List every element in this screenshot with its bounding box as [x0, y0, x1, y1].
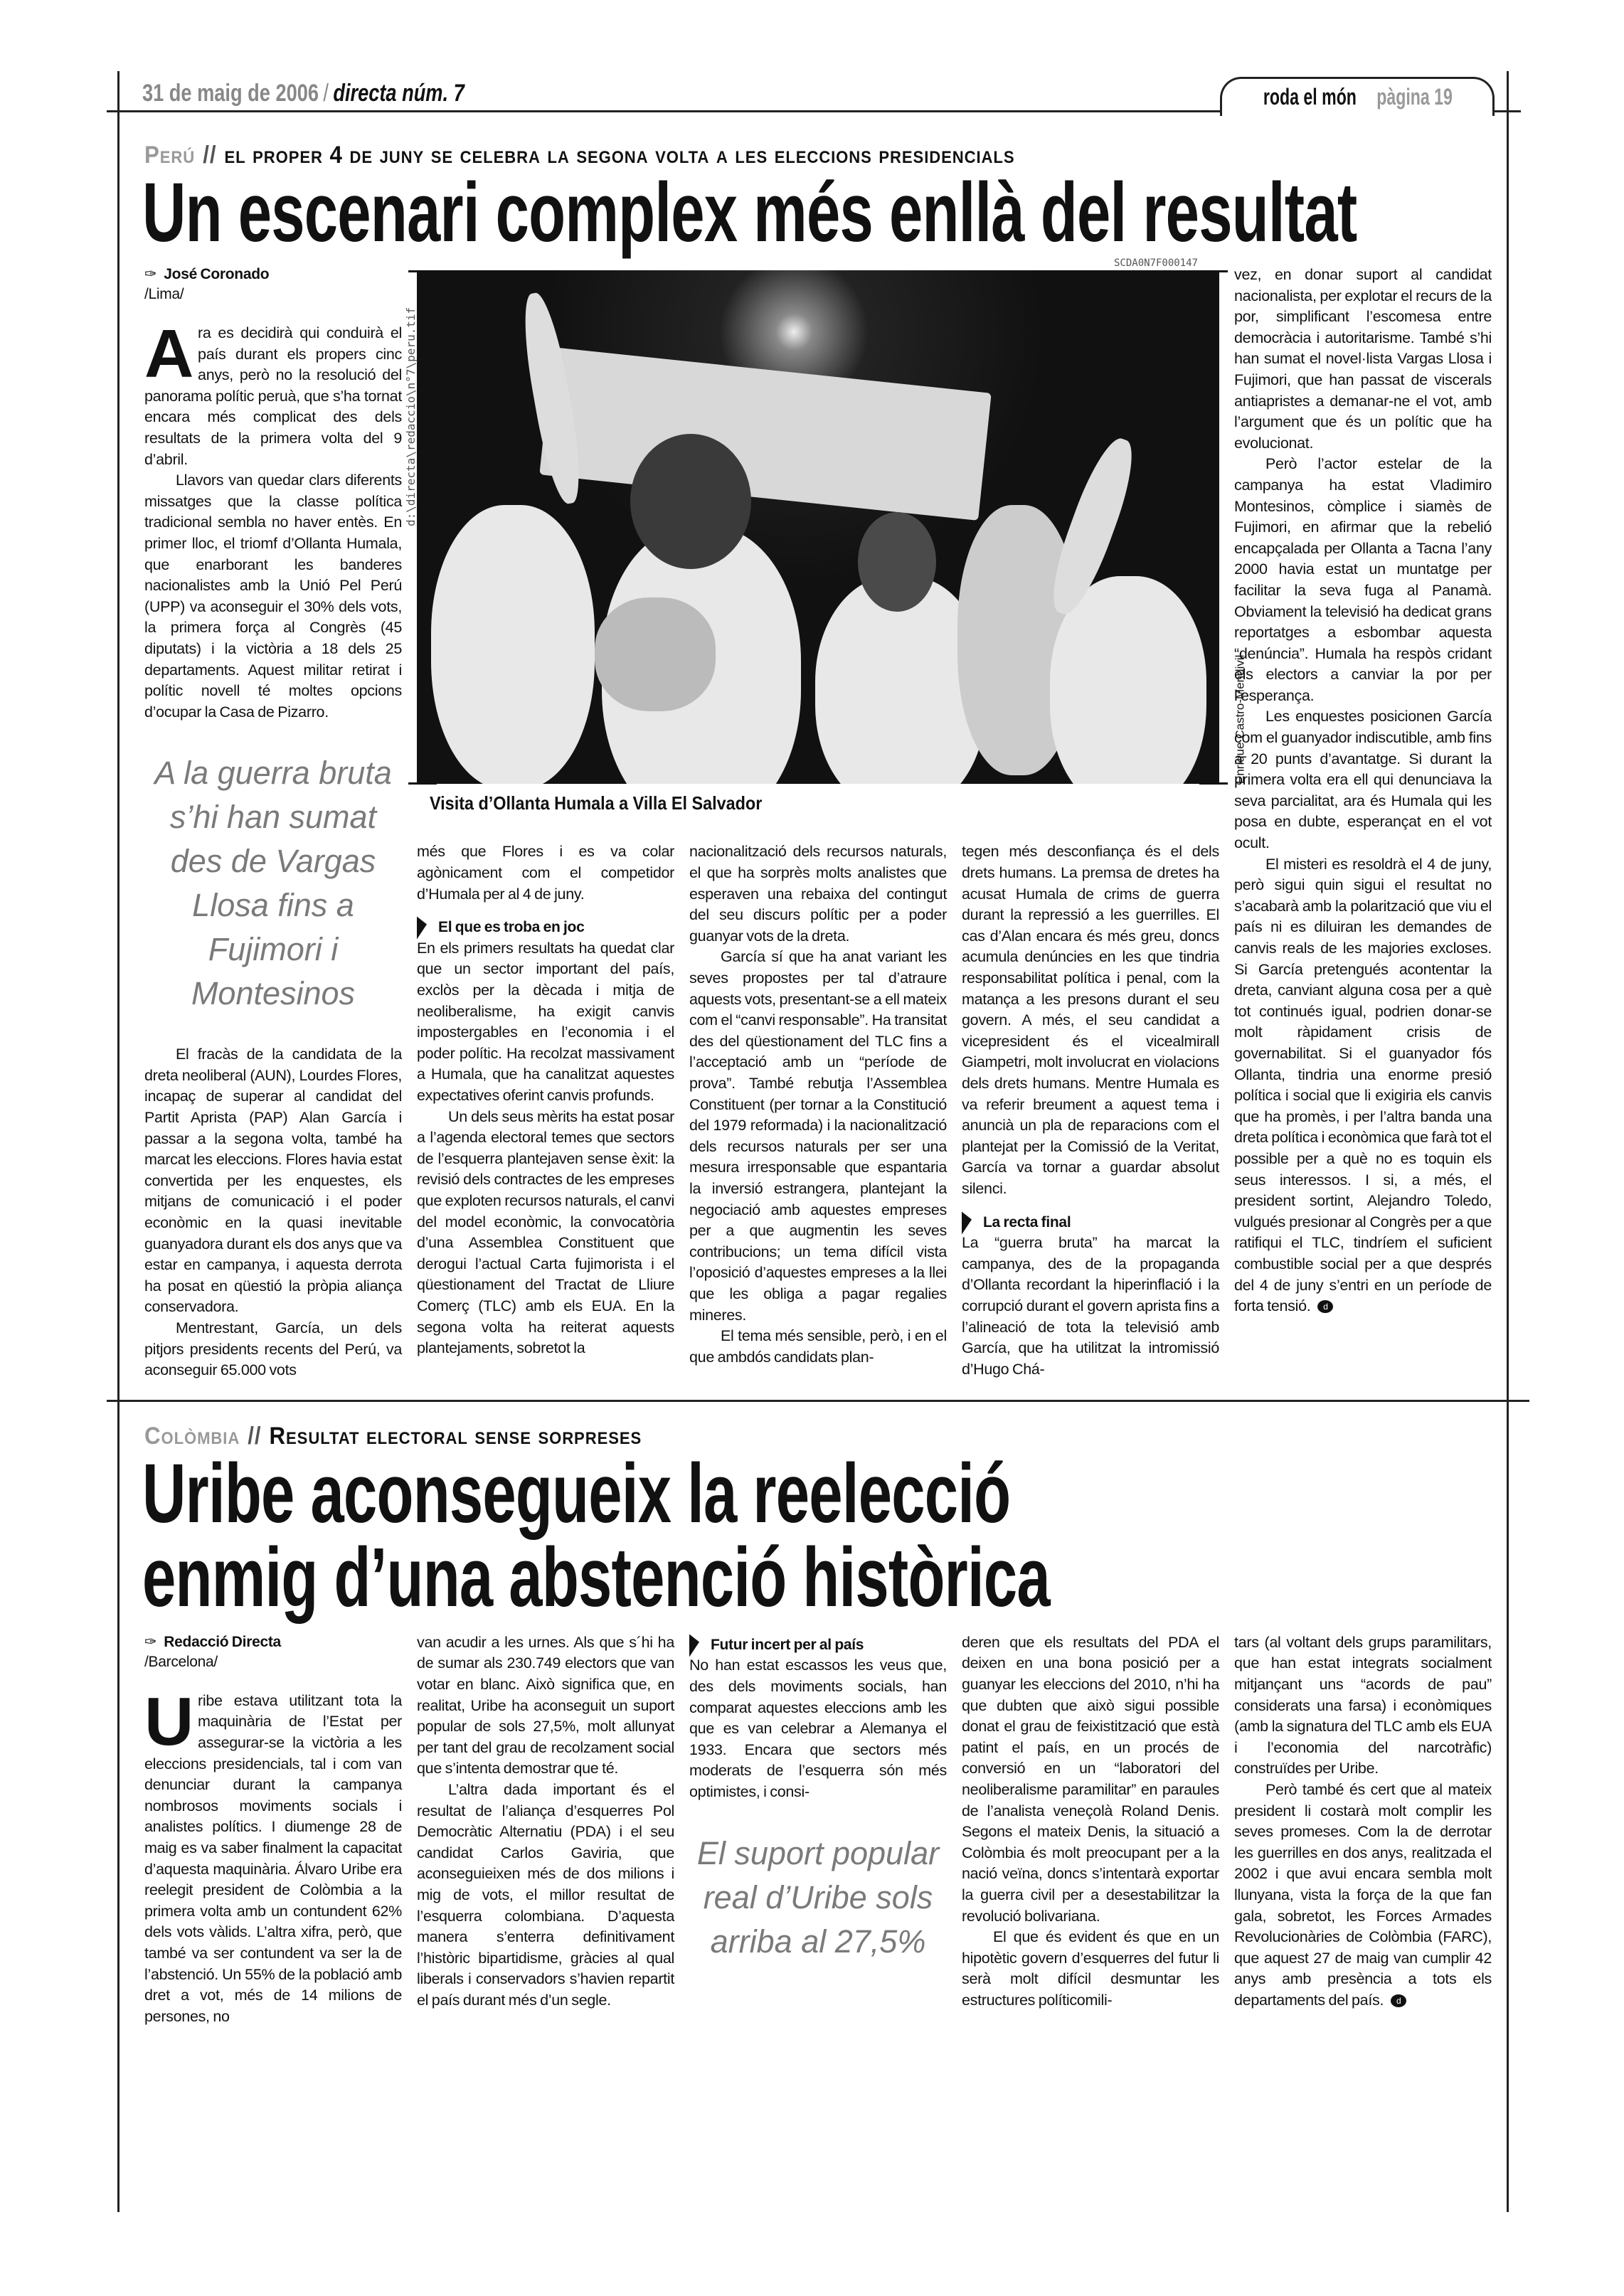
kicker-separator: //	[248, 1422, 262, 1450]
header-rule-right	[1492, 110, 1521, 112]
header-date: 31 de maig de 2006	[142, 80, 319, 107]
peru-column-5	[1234, 265, 1492, 1317]
photo-figure	[431, 505, 595, 784]
colombia-column-2	[417, 1632, 674, 2011]
subheading: Futur incert per al país	[689, 1632, 947, 1656]
pen-icon: ✑	[144, 266, 157, 282]
megaphone	[595, 597, 716, 711]
byline	[144, 1632, 402, 1652]
article-paragraph: vez, en donar suport al candidat nacionalista, per explotar el recurs de la por, simplificant l’escomesa entre democràcia i autoritarisme. També s’hi han sumat el novel·lista Vargas Llosa i Fujimori, que han passat de viscerals antiapristes a demanar-ne el vot, amb l’argument que és un polític que ha evolucionat.	[1234, 266, 1492, 452]
peru-headline: Un escenari complex més enllà del resultat	[142, 166, 1357, 260]
colombia-columns	[144, 1632, 1492, 2028]
end-mark-icon: d	[1391, 1994, 1406, 2007]
colombia-column-5	[1234, 1632, 1492, 2011]
triangle-bullet-icon	[962, 1208, 972, 1234]
article-paragraph: Uribe estava utilitzant tota la maquinària de l’Estat per assegurar-se la victòria a les eleccions presidencials, tal i com van denunciar durant la campanya nombrosos moviments socials i analistes polítics. I diumenge 28 de maig es va saber finalment la capacitat d’aquesta maquinària. Álvaro Uribe era reelegit president de Colòmbia a la primera volta amb un contundent 62% dels vots vàlids. L’altra xifra, però, que també va ser contundent va ser la de l’abstenció. Un 55% de la població amb dret a vot, més de 14 milions de persones, no	[144, 1683, 402, 2025]
colombia-pull-quote: El suport popular real d’Uribe sols arriba al 27,5%	[696, 1834, 940, 1960]
photo-credit: Enrique Castro-Mendivil	[1233, 654, 1246, 784]
peru-columns	[144, 257, 1492, 1381]
article-paragraph: La “guerra bruta” ha marcat la campanya, des de la propaganda d’Ollanta recordant la hiperinflació i la corrupció durant el govern aprista fins a l’alineació de tota la televisió amb García, que ha utilitzat la intromissió d’Hugo Chá-	[962, 1234, 1219, 1378]
header-rule	[107, 110, 1220, 112]
header-date-issue	[142, 80, 465, 107]
article-paragraph: El tema més sensible, però, i en el que ambdós candidats plan-	[689, 1327, 947, 1366]
colombia-headline-line-1: Uribe aconsegueix la reelecció	[142, 1446, 1011, 1541]
article-paragraph: deren que els resultats del PDA el deixen en una bona posició per a guanyar les eleccions del 2010, n’hi ha que dubten que això sigui possible donat el grau de feixistització que està patint el país, en un procés de conversió en un “laboratori del neoliberalisme paramilitar” en paraules de l’analista veneçolà Roland Denis. Segons el mateix Denis, la situació a Colòmbia és molt preocupant per a la nació veïna, doncs s’intentarà exportar la guerra civil per a desestabilitzar la revolució bolivariana.	[962, 1633, 1219, 1925]
photo-code: SCDA0N7F000147	[1113, 257, 1198, 269]
kicker-country: Colòmbia	[144, 1422, 240, 1450]
article-paragraph: van acudir a les urnes. Als que s´hi ha de sumar als 230.749 electors que van votar en blanc. Això significa que, en realitat, Uribe ha aconseguit un suport popular de sols 27,5%, molt allunyat per tant del grau de recolzament social que s’intenta demostrar que té.	[417, 1633, 674, 1777]
peru-pull-quote: A la guerra bruta s’hi han sumat des de Vargas Llosa fins a Fujimori i Montesinos	[154, 755, 392, 1012]
photo-block	[404, 257, 1246, 815]
article-paragraph: Llavors van quedar clars diferents missatges que la classe política tradicional sembla no haver entès. En primer lloc, el triomf d’Ollanta Humala, que enarborant les banderes nacionalistes amb la Unió Pel Perú (UPP) va aconseguir el 30% dels vots, la primera força al Congrès (45 diputats) i la victòria a 18 dels 25 departaments. Aquest militar retirat i polític novell té moltes opcions d’ocupar la Casa de Pizarro.	[144, 472, 402, 721]
header-separator: /	[323, 80, 329, 107]
section-tab	[1220, 77, 1495, 116]
article-paragraph: L’altra dada important és el resultat de l’aliança d’esquerres Pol Democràtic Alternatiu (PDA) i el seu candidat Carlos Gaviria, que aconseguieixen més de dos milions i mig de vots, el millor resultat de l’esquerra colombiana. D’aquesta manera s’enterra definitivament l’històric bipartidisme, gràcies al qual liberals i conservadors s’havien repartit el país durant més d’un segle.	[417, 1780, 674, 2009]
dateline: /Lima/	[144, 286, 184, 302]
crop-mark	[408, 270, 437, 272]
article-paragraph: García sí que ha anat variant les seves propostes per tal d’atraure aquests vots, presentant-se a ell mateix com el “canvi responsable”. Ha transitat des del qüestionament del TLC fins a l’acceptació amb un “període de prova”. També rebutja l’Assemblea Constituent (per tornar a la Constitució del 1979 reformada) i la nacionalització dels recursos naturals per ser una mesura irresponsable que espantaria la inversió estrangera, plantejant la negociació amb aquestes empreses per a que augmentin les seves contribucions; un tema difícil vista l’oposició d’aquestes empreses a la llei que les obliga a pagar regalies mineres.	[689, 948, 947, 1324]
article-paragraph: Mentrestant, García, un dels pitjors presidents recents del Perú, va aconseguir 65.000 vots	[144, 1319, 402, 1379]
photo-caption: Visita d’Ollanta Humala a Villa El Salvador	[430, 792, 763, 814]
photo-banner	[539, 347, 991, 521]
article-paragraph: tegen més desconfiança és el dels drets humans. La premsa de dretes ha acusat Humala de crims de guerra durant la repressió a les guerrilles. El cas d’Alan encara és més greu, doncs acumula denúncies en les que tindria responsabilitat política i penal, com la matança a les presons durant el seu govern. A més, el seu candidat a vicepresident és el vicealmirall Giampetri, molt involucrat en violacions dels drets humans. Mentre Humala es va referir breument a aquest tema i anuncià un pla de reparacions com el plantejat per la Comissió de la Veritat, García va tornar a guardar absolut silenci.	[962, 843, 1219, 1197]
peru-column-1	[144, 265, 402, 1381]
triangle-bullet-icon	[417, 913, 427, 940]
colombia-headline-line-2: enmig d’una abstenció històrica	[142, 1530, 1050, 1625]
page-content	[144, 139, 1492, 2027]
drop-cap: A	[144, 316, 194, 392]
article-paragraph: Les enquestes posicionen García com el guanyador indiscutible, amb fins a 20 punts d’avantatge. Si durant la primera volta era ell qui denunciava la seva parcialitat, ara és Humala qui les posa en dubte, esperançat en el vot ocult.	[1234, 708, 1492, 852]
kicker-text: Resultat electoral sense sorpreses	[269, 1422, 642, 1450]
crop-mark	[408, 782, 437, 785]
header-issue: directa núm. 7	[333, 80, 465, 107]
news-photo	[417, 270, 1219, 784]
section-separator	[107, 1400, 1529, 1402]
section-name: roda el món	[1263, 84, 1357, 110]
end-mark-icon: d	[1317, 1300, 1333, 1313]
article-paragraph: Ara es decidirà qui conduirà el país durant els propers cinc anys, però no la resolució del panorama polític peruà, que s’ha tornat encara més complicat des dels resultats de la primera volta del 9 d’abril.	[144, 316, 402, 468]
author-name: Redacció Directa	[164, 1633, 281, 1650]
article-paragraph: nacionalització dels recursos naturals, el que ha sorprès molts analistes que esperaven una rebaixa del contingut del seu discurs polític per a poder guanyar vots de la dreta.	[689, 843, 947, 945]
kicker-separator: //	[203, 142, 217, 169]
peru-column-4	[962, 841, 1219, 1380]
kicker-country: Perú	[144, 142, 196, 169]
article-paragraph: tars (al voltant dels grups paramilitars, que han estat integrats socialment mitjançant uns “acords de pau” considerats una farsa) i econòmiques (amb la signatura del TLC amb els EUA i l’economia del narcotràfic) construïdes per Uribe.	[1234, 1633, 1492, 1777]
article-paragraph: Un dels seus mèrits ha estat posar a l’agenda electoral temes que sectors de l’esquerra plantejaven sense èxit: la revisió dels contractes de les empreses que exploten recursos naturals, el canvi del model econòmic, la convocatòria d’una Assemblea Constituent que derogui l’actual Carta fujimorista i el qüestionament del Tractat de Lliure Comerç (TLC) amb els EUA. En la segona volta ha reiterat aquests plantejaments, sobretot la	[417, 1107, 674, 1357]
peru-lower-columns	[417, 841, 1219, 1380]
drop-cap: U	[144, 1683, 194, 1760]
photo-file-path: d:\directa\redaccio\n°7\peru.tif	[404, 307, 418, 526]
peru-column-3	[689, 841, 947, 1368]
colombia-column-3	[689, 1632, 947, 1964]
article-paragraph: No han estat escassos les veus que, des dels moviments socials, han comparat aquestes eleccions amb les que es van celebrar a Alemanya el 1933. Encara que sectors més moderats de l’esquerra són més optimistes, i consi-	[689, 1657, 947, 1800]
triangle-bullet-icon	[689, 1630, 699, 1657]
article-paragraph: Però l’actor estelar de la campanya ha estat Vladimiro Montesinos, còmplice i siamès de Fujimori, en afirmar que la rebelió encapçalada per Ollanta a Tacna l’any 2000 havia estat un muntatge per facilitar la seva fuga al Panamà. Obviament la televisió ha dedicat grans reportatges a esbombar aquesta “denúncia”. Humala ha respòs cridant els electors a canviar la por per l’esperança.	[1234, 455, 1492, 704]
page-right-rule	[1507, 71, 1509, 2212]
colombia-column-1	[144, 1632, 402, 2028]
crop-mark	[1199, 782, 1228, 785]
article-paragraph: El misteri es resoldrà el 4 de juny, però sigui quin sigui el resultat no s’acabarà amb la polarització que viu el país ni es diluiran les demandes de canvis reals de les majories excloses. Si García pretengués acontentar la dreta, canviant alguna cosa per a què tot continués igual, podrien donar-se molt ràpidament crisis de governabilitat. Si el guanyador fós Ollanta, tindria una enorme presió política i social que li exigiria els canvis que ha promès, i per l’altra banda una dreta política i econòmica que farà tot el possible per a què no es toquin els seus interessos. I si, a més, el president sortint, Alejandro Toledo, vulgués presionar al Congrès per a que ratifiqui el TLC, tindríem el suficient combustible social per a que després del 4 de juny s’entri en un període de forta tensió. d	[1234, 855, 1492, 1315]
article-paragraph: En els primers resultats ha quedat clar que un sector important del país, exclòs per la dècada i mitja de neoliberalisme, ha exigit canvis impostergables en l’economia i el poder polític. Ha recolzat massivament a Humala, que ha canalitzat aquestes expectatives oferint canvis profunds.	[417, 939, 674, 1104]
colombia-column-4	[962, 1632, 1219, 2011]
subheading: La recta final	[962, 1210, 1219, 1233]
photo-figure	[858, 512, 936, 612]
author-name: José Coronado	[164, 266, 270, 282]
crop-mark	[1199, 270, 1228, 272]
subheading: El que es troba en joc	[417, 915, 674, 938]
article-paragraph: El que és evident és que en un hipotètic govern d’esquerres del futur li serà molt difícil desmuntar les estructures políticomili-	[962, 1928, 1219, 2009]
article-paragraph: Però també és cert que al mateix president li costarà molt complir les seves promeses. Com la de derrotar les guerrilles en dos anys, realitzada el 2002 i que avui encara sembla molt llunyana, vista la força de la que fan gala, sobretot, les Forces Armades Revolucionàries de Colòmbia (FARC), que aquest 27 de maig van cumplir 42 anys amb presència a tots els departaments del país. d	[1234, 1780, 1492, 2009]
article-paragraph: El fracàs de la candidata de la dreta neoliberal (AUN), Lourdes Flores, incapaç de superar al candidat del Partit Aprista (PAP) Alan García i passar a la segona volta, també ha marcat les eleccions. Flores havia estat convertida per les enquestes, els mitjans de comunicació i el poder econòmic en la quasi inevitable guanyadora durant els dos anys que va estar en campanya, i aquesta derrota ha posat en qüestió la pròpia aliança conservadora.	[144, 1046, 402, 1316]
page-number: pàgina 19	[1376, 84, 1453, 110]
page-left-rule	[117, 71, 120, 2212]
photo-figure	[630, 434, 751, 569]
dateline: /Barcelona/	[144, 1653, 218, 1670]
photo-credit-wrap	[1233, 654, 1246, 913]
pen-icon: ✑	[144, 1633, 157, 1650]
peru-column-2	[417, 841, 674, 1359]
colombia-article	[144, 1420, 1492, 2028]
byline	[144, 265, 402, 285]
article-paragraph: més que Flores i es va colar agònicament com el competidor d’Humala per al 4 de juny.	[417, 843, 674, 903]
kicker-text: el proper 4 de juny se celebra la segona volta a les eleccions presidencials	[224, 142, 1015, 169]
peru-article	[144, 139, 1492, 1381]
